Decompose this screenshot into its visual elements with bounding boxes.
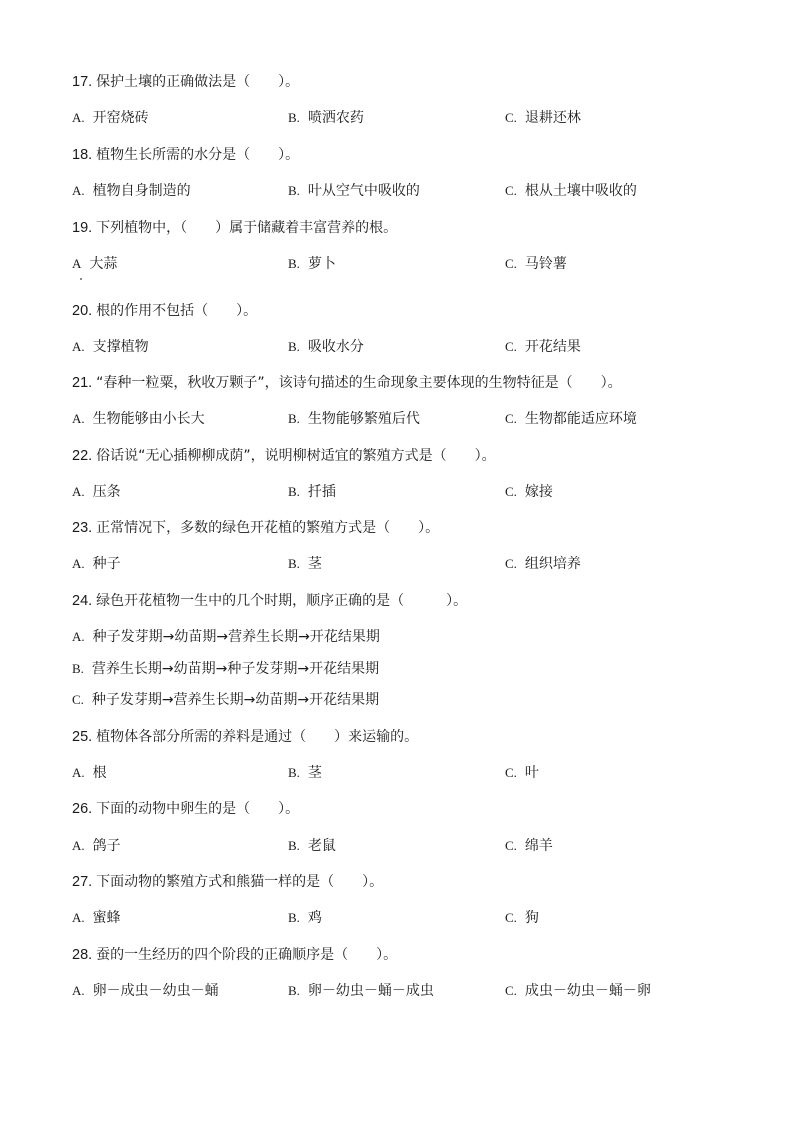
option-c[interactable]: C. 开花结果 xyxy=(505,339,581,355)
option-b[interactable]: B. 鸡 xyxy=(288,910,322,926)
question-24 xyxy=(72,591,467,611)
question-number: 18. xyxy=(72,147,93,163)
option-a[interactable]: A. 植物自身制造的 xyxy=(72,183,191,199)
option-b[interactable]: B. 扦插 xyxy=(288,484,336,500)
stray-mark xyxy=(80,278,82,280)
question-21 xyxy=(72,373,622,393)
question-28 xyxy=(72,945,397,965)
question-stem: 根的作用不包括（ ）。 xyxy=(96,303,258,319)
question-19-options xyxy=(72,254,732,274)
question-19 xyxy=(72,218,397,238)
option-c[interactable]: C. 生物都能适应环境 xyxy=(505,411,637,427)
question-24-option-a-row xyxy=(72,627,732,647)
option-b[interactable]: B. 叶从空气中吸收的 xyxy=(288,183,420,199)
option-c[interactable]: C. 组织培养 xyxy=(505,556,581,572)
option-b[interactable]: B. 老鼠 xyxy=(288,838,336,854)
option-a[interactable]: A. 生物能够由小长大 xyxy=(72,411,205,427)
question-23 xyxy=(72,518,439,538)
question-25-options xyxy=(72,763,732,783)
question-23-options xyxy=(72,554,732,574)
question-22-options xyxy=(72,482,732,502)
option-b[interactable]: B. 吸收水分 xyxy=(288,339,364,355)
question-24-option-c-row xyxy=(72,690,732,710)
question-27-options xyxy=(72,908,732,928)
question-28-options xyxy=(72,981,732,1001)
option-c[interactable]: C. 绵羊 xyxy=(505,838,553,854)
question-stem: 下面的动物中卵生的是（ ）。 xyxy=(96,801,300,817)
option-a[interactable]: A. 蜜蜂 xyxy=(72,910,121,926)
question-22 xyxy=(72,446,496,466)
question-21-options xyxy=(72,409,732,429)
question-number: 28. xyxy=(72,947,93,963)
option-a[interactable]: A. 支撑植物 xyxy=(72,339,149,355)
question-25 xyxy=(72,727,418,747)
option-c[interactable]: C. 根从土壤中吸收的 xyxy=(505,183,637,199)
option-b[interactable]: B. 生物能够繁殖后代 xyxy=(288,411,420,427)
question-stem: 植物生长所需的水分是（ ）。 xyxy=(96,147,300,163)
question-stem: 绿色开花植物一生中的几个时期，顺序正确的是（ ）。 xyxy=(96,593,468,609)
question-24-option-b-row xyxy=(72,659,732,679)
question-17-options xyxy=(72,108,732,128)
question-number: 19. xyxy=(72,220,93,236)
option-b[interactable]: B. 卵－幼虫－蛹－成虫 xyxy=(288,983,434,999)
question-18-options xyxy=(72,181,732,201)
question-number: 27. xyxy=(72,874,93,890)
option-a[interactable]: A 大蒜 xyxy=(72,256,118,272)
question-stem: 蚕的一生经历的四个阶段的正确顺序是（ ）。 xyxy=(96,947,398,963)
question-20-options xyxy=(72,337,732,357)
question-number: 22. xyxy=(72,448,93,464)
option-c[interactable]: C. 退耕还林 xyxy=(505,110,581,126)
question-27 xyxy=(72,872,383,892)
question-stem: 植物体各部分所需的养料是通过（ ）来运输的。 xyxy=(96,729,419,745)
question-number: 20. xyxy=(72,303,93,319)
question-stem: 俗话说“无心插柳柳成荫”，说明柳树适宜的繁殖方式是（ ）。 xyxy=(96,448,496,464)
question-26 xyxy=(72,799,299,819)
question-number: 25. xyxy=(72,729,93,745)
question-18 xyxy=(72,145,299,165)
question-stem: 下面动物的繁殖方式和熊猫一样的是（ ）。 xyxy=(96,874,384,890)
question-17 xyxy=(72,72,299,92)
option-b[interactable]: B. 茎 xyxy=(288,765,322,781)
option-a[interactable]: A. 压条 xyxy=(72,484,121,500)
question-number: 24. xyxy=(72,593,93,609)
option-b[interactable]: B. 茎 xyxy=(288,556,322,572)
question-stem: “春种一粒粟，秋收万颗子”，该诗句描述的生命现象主要体现的生物特征是（ ）。 xyxy=(96,375,622,391)
question-26-options xyxy=(72,836,732,856)
option-a[interactable]: A. 卵－成虫－幼虫－蛹 xyxy=(72,983,219,999)
option-b[interactable]: B. 萝卜 xyxy=(288,256,336,272)
question-20 xyxy=(72,301,257,321)
option-c[interactable]: C. 狗 xyxy=(505,910,539,926)
question-stem: 下列植物中，（ ）属于储藏着丰富营养的根。 xyxy=(96,220,398,236)
option-c[interactable]: C. 种子发芽期→营养生长期→幼苗期→开花结果期 xyxy=(72,692,380,708)
question-stem: 保护土壤的正确做法是（ ）。 xyxy=(96,74,300,90)
option-a[interactable]: A. 种子 xyxy=(72,556,121,572)
question-number: 17. xyxy=(72,74,93,90)
option-a[interactable]: A. 种子发芽期→幼苗期→营养生长期→开花结果期 xyxy=(72,629,380,645)
question-stem: 正常情况下，多数的绿色开花植的繁殖方式是（ ）。 xyxy=(96,520,440,536)
option-a[interactable]: A. 鸽子 xyxy=(72,838,121,854)
question-number: 26. xyxy=(72,801,93,817)
option-b[interactable]: B. 营养生长期→幼苗期→种子发芽期→开花结果期 xyxy=(72,661,380,677)
question-number: 23. xyxy=(72,520,93,536)
option-c[interactable]: C. 嫁接 xyxy=(505,484,553,500)
option-c[interactable]: C. 成虫－幼虫－蛹－卵 xyxy=(505,983,651,999)
option-c[interactable]: C. 叶 xyxy=(505,765,539,781)
option-a[interactable]: A. 开窑烧砖 xyxy=(72,110,149,126)
question-number: 21. xyxy=(72,375,93,391)
option-c[interactable]: C. 马铃薯 xyxy=(505,256,567,272)
option-a[interactable]: A. 根 xyxy=(72,765,107,781)
option-b[interactable]: B. 喷洒农药 xyxy=(288,110,364,126)
